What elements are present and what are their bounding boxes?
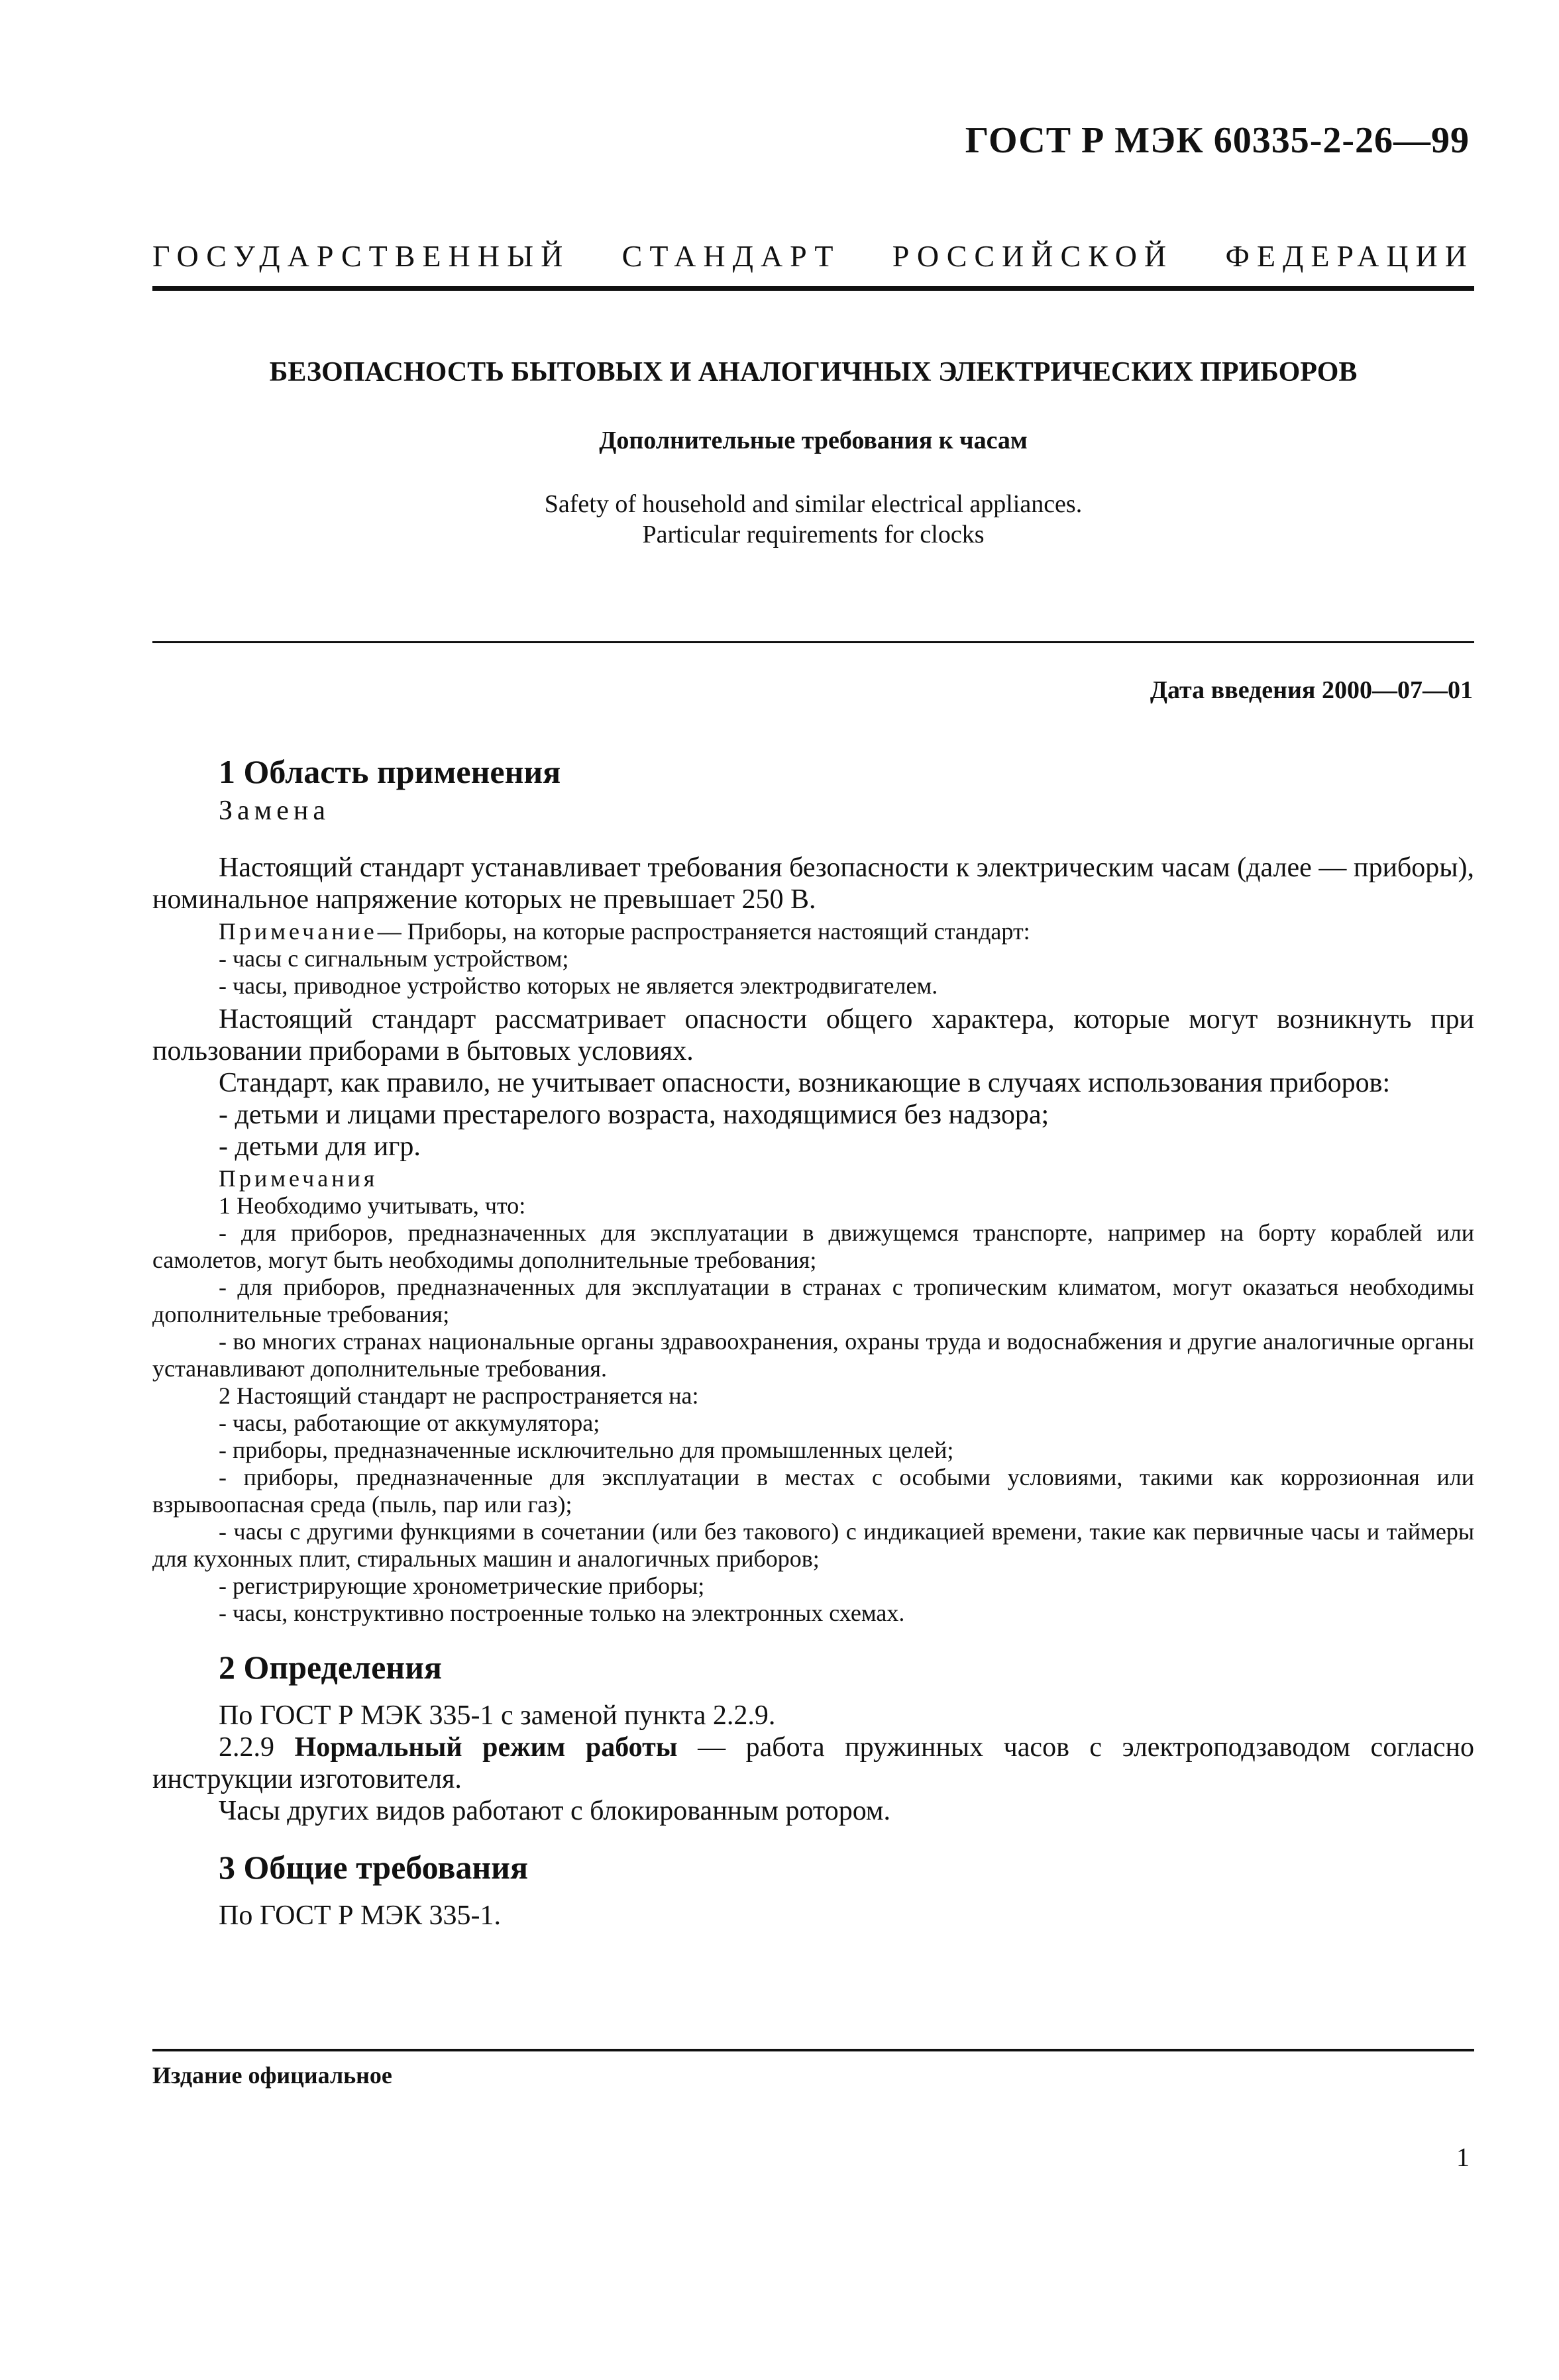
notes-label: Примечания [219, 1165, 378, 1192]
note-2-item: - регистрирующие хронометрические приборы; [219, 1573, 705, 1599]
page-number: 1 [1456, 2142, 1470, 2172]
note-2-item: - приборы, предназначенные для эксплуатации в местах с особыми условиями, такими как коррозионная или взрывоопасная среда (пыль, пар или газ); [152, 1464, 1474, 1518]
note-item: - часы, приводное устройство которых не является электродвигателем. [219, 972, 938, 999]
scope-note [152, 918, 1474, 945]
official-edition-label: Издание официальное [152, 2062, 392, 2089]
document-body [152, 749, 1474, 1932]
note-1-intro: 1 Необходимо учитывать, что: [219, 1192, 526, 1219]
scope-paragraph-3: Стандарт, как правило, не учитывает опасности, возникающие в случаях использования приборов: [219, 1068, 1391, 1098]
introduction-date: Дата введения 2000—07—01 [1150, 676, 1473, 704]
section-3-heading: 3 Общие требования [219, 1849, 529, 1886]
section-1-heading: 1 Область применения [219, 753, 561, 790]
note-2-item: - часы, конструктивно построенные только на электронных схемах. [219, 1600, 905, 1626]
state-standard-heading: ГОСУДАРСТВЕННЫЙ СТАНДАРТ РОССИЙСКОЙ ФЕДЕРАЦИИ [152, 239, 1474, 273]
definition-number: 2.2.9 [219, 1732, 274, 1763]
document-subtitle: Дополнительные требования к часам [599, 427, 1028, 454]
header-rule [152, 286, 1474, 291]
note-1-item: - для приборов, предназначенных для эксплуатации в странах с тропическим климатом, могут оказаться необходимы дополнительные требования; [152, 1274, 1474, 1327]
replacement-label: Замена [219, 796, 331, 826]
note-text: — Приборы, на которые распространяется настоящий стандарт: [377, 918, 1030, 945]
list-item: - детьми для игр. [219, 1131, 421, 1162]
section-2-heading: 2 Определения [219, 1649, 442, 1686]
definition-term: Нормальный режим работы [294, 1732, 678, 1763]
english-title [152, 489, 1474, 550]
definition-2-2-9 [152, 1732, 1474, 1795]
note-item: - часы с сигнальным устройством; [219, 945, 569, 972]
document-number: ГОСТ Р МЭК 60335-2-26—99 [965, 120, 1470, 161]
note-2-item: - часы с другими функциями в сочетании (или без такового) с индикацией времени, такие как первичные часы и таймеры для кухонных плит, стиральных машин и аналогичных приборов; [152, 1518, 1474, 1572]
note-1-item: - для приборов, предназначенных для эксплуатации в движущемся транспорте, например на борту кораблей или самолетов, могут быть необходимы дополнительные требования; [152, 1219, 1474, 1273]
note-2-item: - часы, работающие от аккумулятора; [219, 1410, 600, 1436]
note-1-item: - во многих странах национальные органы здравоохранения, охраны труда и водоснабжения и другие аналогичные органы устанавливают дополнительные требования. [152, 1328, 1474, 1382]
definitions-paragraph-2: Часы других видов работают с блокированным ротором. [219, 1796, 890, 1826]
scope-paragraph-2: Настоящий стандарт рассматривает опасности общего характера, которые могут возникнуть при пользовании приборами в бытовых условиях. [152, 1004, 1474, 1066]
title-rule [152, 641, 1474, 643]
footer-rule [152, 2049, 1474, 2051]
note-2-item: - приборы, предназначенные исключительно для промышленных целей; [219, 1437, 954, 1463]
list-item: - детьми и лицами престарелого возраста, находящимися без надзора; [219, 1100, 1049, 1130]
english-title-line2: Particular requirements for clocks [642, 521, 985, 548]
scope-paragraph-1: Настоящий стандарт устанавливает требования безопасности к электрическим часам (далее — приборы), номинальное напряжение которых не превышает 250 В. [152, 853, 1474, 915]
definition-text: — работа пружинных часов с электроподзаводом согласно инструкции изготовителя. [152, 1732, 1475, 1794]
general-requirements-paragraph: По ГОСТ Р МЭК 335-1. [219, 1900, 502, 1931]
note-label: Примечание [219, 918, 378, 945]
english-title-line1: Safety of household and similar electrical appliances. [544, 490, 1083, 518]
note-2-intro: 2 Настоящий стандарт не распространяется на: [219, 1382, 699, 1409]
document-title: БЕЗОПАСНОСТЬ БЫТОВЫХ И АНАЛОГИЧНЫХ ЭЛЕКТРИЧЕСКИХ ПРИБОРОВ [269, 357, 1358, 388]
definitions-paragraph-1: По ГОСТ Р МЭК 335-1 с заменой пункта 2.2.9. [219, 1700, 776, 1731]
